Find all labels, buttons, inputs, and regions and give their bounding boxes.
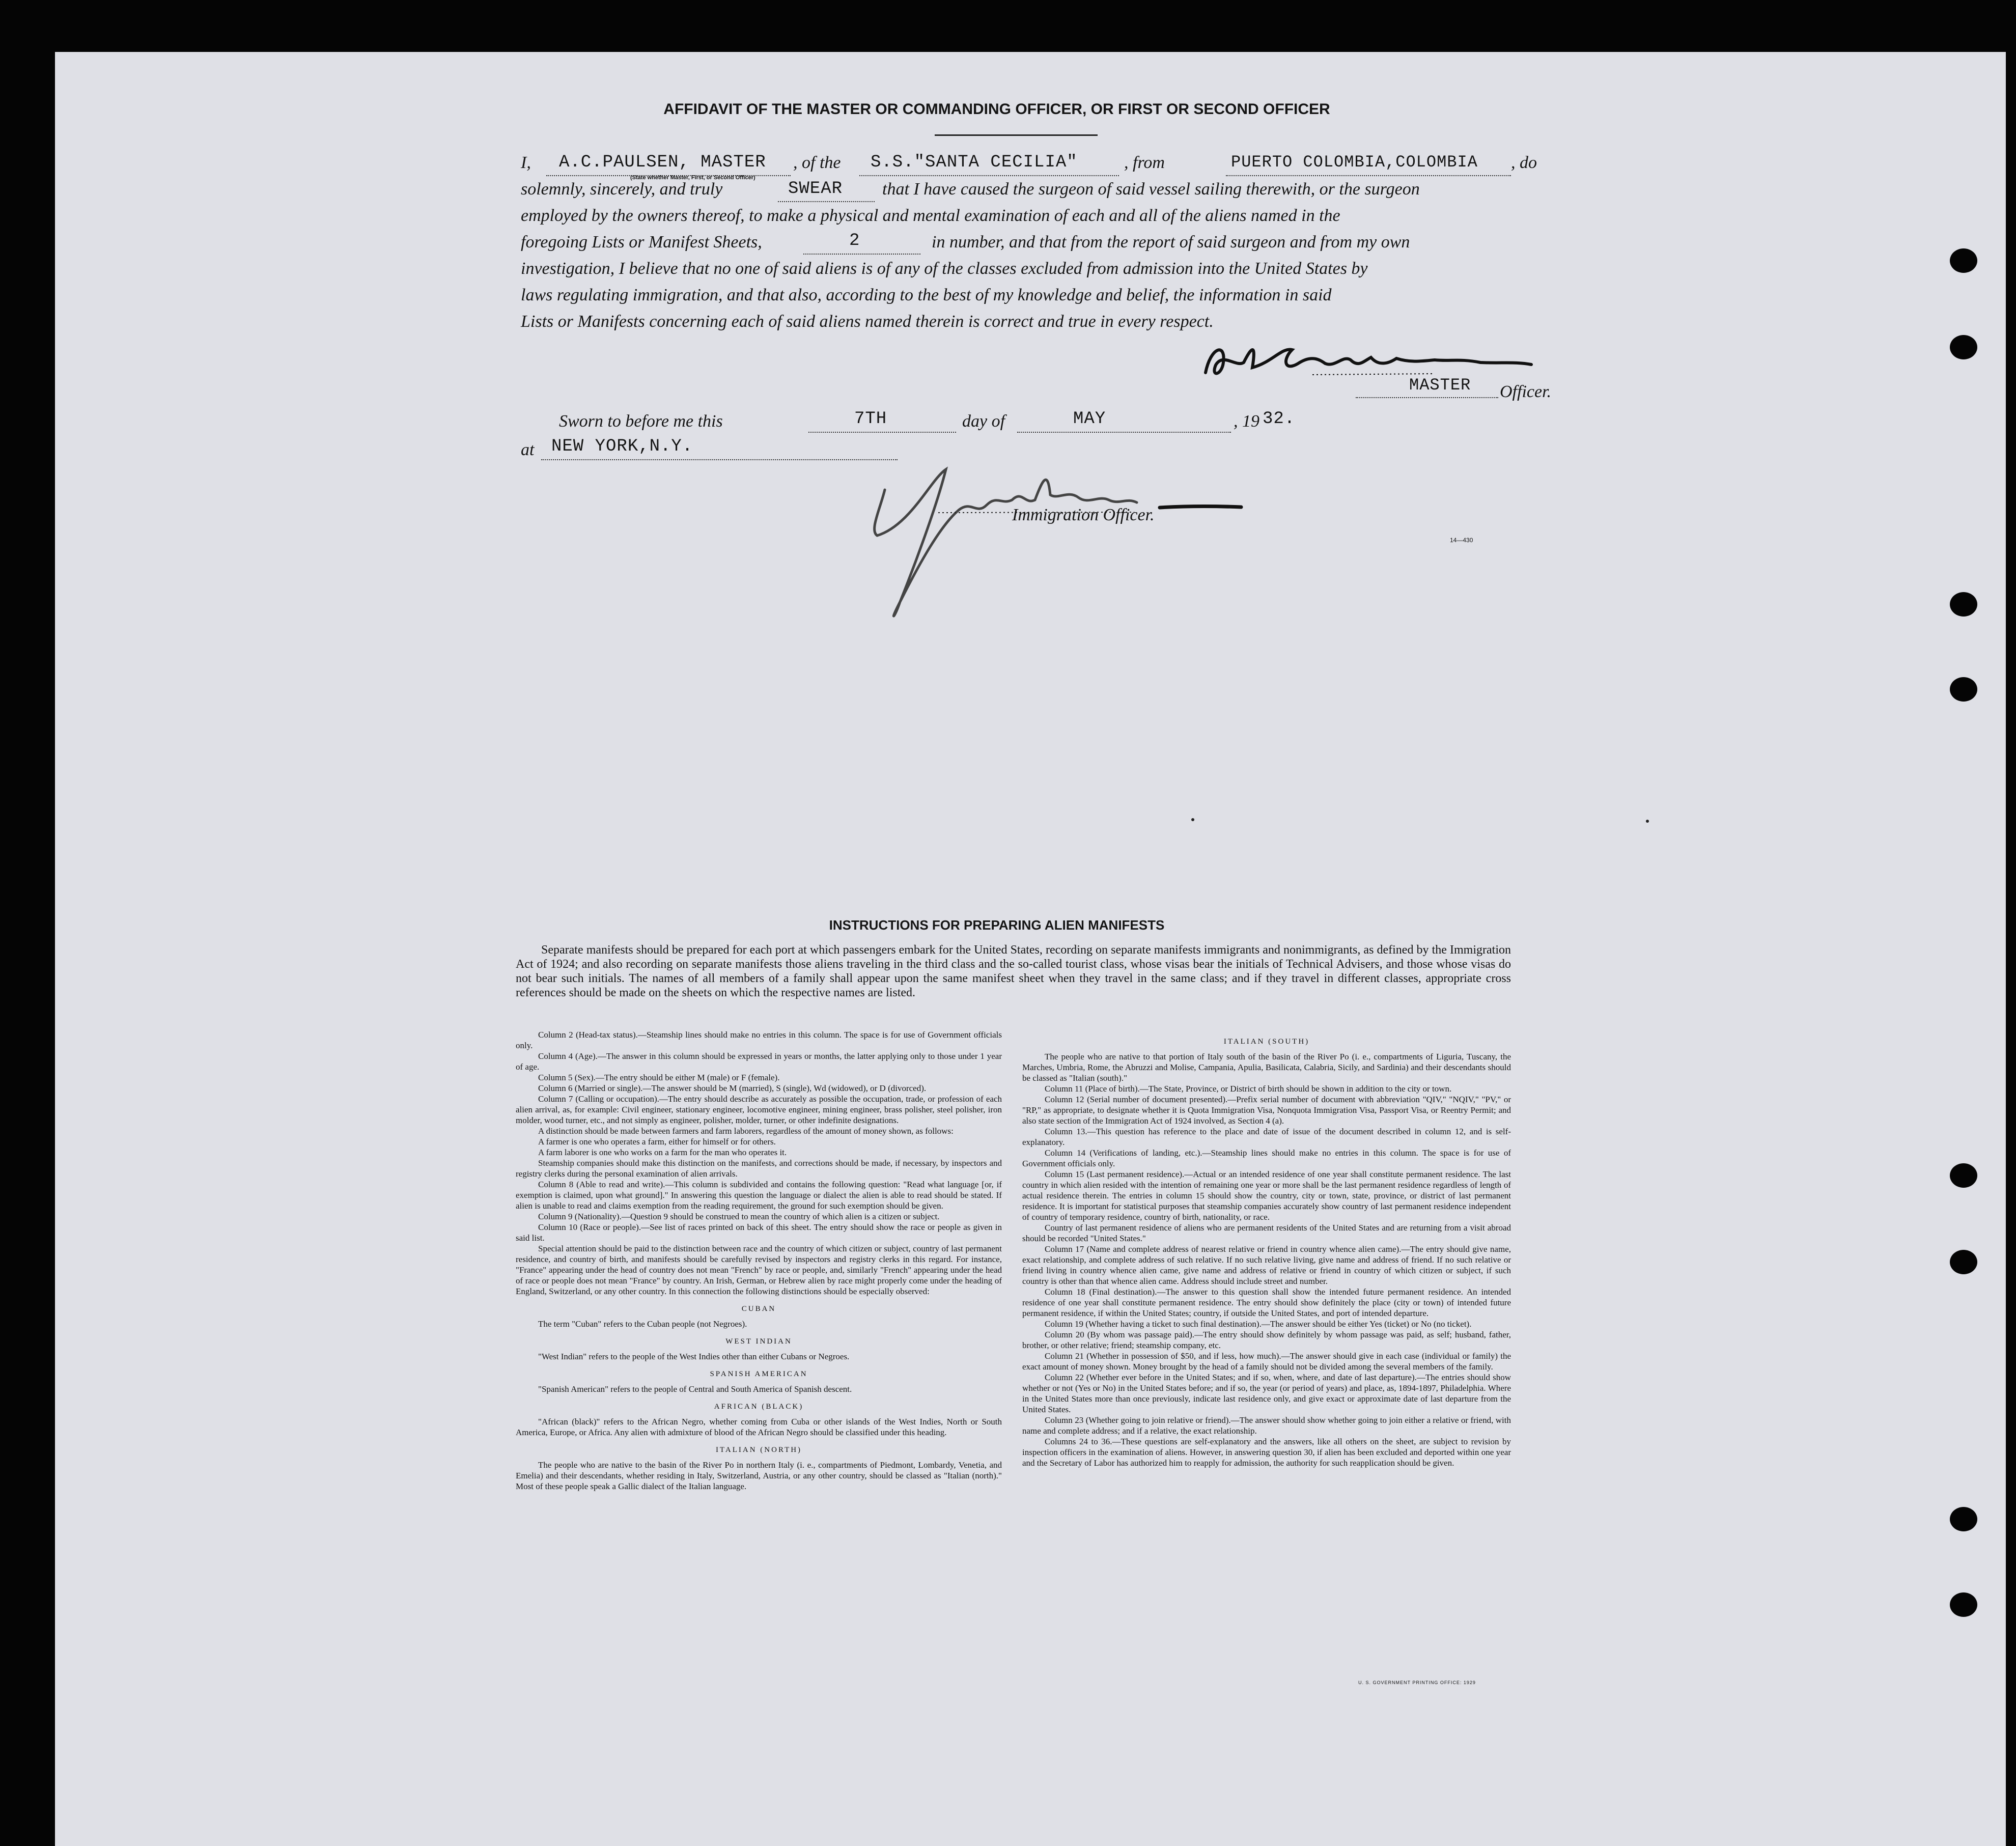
master-name-value: A.C.PAULSEN, MASTER xyxy=(559,153,766,172)
section-heading: AFRICAN (BLACK) xyxy=(714,1403,804,1411)
oath-line xyxy=(778,201,875,202)
line2-pre: solemnly, sincerely, and truly xyxy=(521,180,723,199)
line2-post: that I have caused the surgeon of said vessel sailing therewith, or the surgeon xyxy=(882,180,1420,199)
instruction-paragraph: The people who are native to that portion of Italy south of the basin of the River Po (i. e., compartments of Liguria, Tuscany, the Marches, Umbria, Rome, the Abruzzi and Molise, Campania, Apulia, Basilicata, Calabria, Sicily, and Sardinia) and their descendants should be classed as "Italian (south)." xyxy=(1022,1052,1511,1083)
punch-hole xyxy=(1950,1163,1977,1188)
instruction-paragraph: Country of last permanent residence of aliens who are permanent residents of the United States and are returning from a visit abroad should be recorded "United States." xyxy=(1022,1223,1511,1243)
instruction-paragraph: Column 17 (Name and complete address of nearest relative or friend in country whence alien came).—The entry should give name, exact relationship, and complete address of such relative. If no such relative living, give name and address of friend. If no such relative or friend living in country whence alien came, give name and address of relative or friend in country of which citizen or subject, if such country is other than that whence alien came. Address should include street and number. xyxy=(1022,1244,1511,1286)
instruction-paragraph: Column 9 (Nationality).—Question 9 should be construed to mean the country of which alien is a citizen or subject. xyxy=(538,1212,940,1221)
instruction-paragraph: A farm laborer is one who works on a farm for the man who operates it. xyxy=(538,1148,787,1157)
intro-paragraph: Separate manifests should be prepared for each port at which passengers embark for the United States, recording on separate manifests immigrants and nonimmigrants, as defined by the Immigration Act of 1924; and also recording on separate manifests those aliens traveling in the third class and the so-called tourist class, whose visas bear the initials of Technical Advisers, and those whose visas do not bear such initials. The names of all members of a family shall appear upon the same manifest sheet when they travel in the same class; and if they travel in different classes, appropriate cross references should be made on the sheets on which the respective names are listed. xyxy=(516,943,1511,999)
line1-of: , of the xyxy=(793,153,841,172)
officer-signature xyxy=(1195,332,1542,388)
punch-hole xyxy=(1950,1250,1977,1274)
sheet-count-line xyxy=(803,254,920,255)
officer-rank-value: MASTER xyxy=(1409,376,1471,395)
punch-hole xyxy=(1950,1592,1977,1617)
instruction-paragraph: Column 15 (Last permanent residence).—Actual or an intended residence of one year shall constitute permanent residence. The last country in which alien resided with the intention of remaining one year or more shall be the last permanent residence regardless of length of actual residence therein. The entries in column 15 should show the country, city or town, state, province, or district of last permanent residence. It is important for statistical purposes that steamship companies accurately show country of last permanent residence independent of country of temporary residence, country of birth, nationality, or race. xyxy=(1022,1169,1511,1222)
section-heading: SPANISH AMERICAN xyxy=(710,1370,808,1378)
instruction-paragraph: Steamship companies should make this distinction on the manifests, and corrections should be made, if necessary, by inspectors and registry clerks during the personal examination of alien arrivals. xyxy=(516,1158,1002,1179)
instruction-paragraph: "African (black)" refers to the African Negro, whether coming from Cuba or other islands of the West Indies, North or South America, Europe, or Africa. Any alien with admixture of blood of the African Negro should be classified under this heading. xyxy=(516,1417,1002,1437)
instruction-paragraph: Column 14 (Verifications of landing, etc.).—Steamship lines should make no entries in this column. The space is for use of Government officials only. xyxy=(1022,1148,1511,1168)
line4-pre: foregoing Lists or Manifest Sheets, xyxy=(521,233,762,251)
year-suffix-value: 32. xyxy=(1263,409,1296,429)
instruction-paragraph: "West Indian" refers to the people of the West Indies other than either Cubans or Negroes. xyxy=(538,1352,850,1361)
instruction-paragraph: Columns 24 to 36.—These questions are self-explanatory and the answers, like all others on the sheet, are subject to revision by inspection officers in the examination of aliens. However, in answering question 30, if alien has been excluded and deported within one year and the Secretary of Labor has authorized him to reapply for admission, the authority for such reapplication should be given. xyxy=(1022,1437,1511,1468)
instruction-paragraph: Column 7 (Calling or occupation).—The entry should describe as accurately as possible the occupation, trade, or profession of each alien arrival, as, for example: Civil engineer, stationary engineer, locomotive engineer, mining engineer, brass polisher, steel polisher, iron molder, wood turner, etc., and not simply as engineer, polisher, molder, turner, or other indefinite designations. xyxy=(516,1094,1002,1125)
instruction-paragraph: Special attention should be paid to the distinction between race and the country of which citizen or subject, country of last permanent residence, and country of birth, and manifests should be carefully revised by inspectors and registry clerks in this regard. For instance, "France" appearing under the head of country does not mean "French" by race or people, and, similarly "French" appearing under the head of race or people does not mean "France" by country. An Irish, German, or Hebrew alien by race might properly come under the heading of England, Switzerland, or any other country. In this connection the following distinctions should be especially observed: xyxy=(516,1244,1002,1296)
officer-label: Officer. xyxy=(1500,382,1552,401)
sworn-place-line xyxy=(541,459,898,460)
instructions-title: INSTRUCTIONS FOR PREPARING ALIEN MANIFESTS xyxy=(829,917,1165,933)
punch-hole xyxy=(1950,592,1977,617)
instructions-intro xyxy=(516,943,1511,1000)
instruction-paragraph: Column 12 (Serial number of document presented).—Prefix serial number of document with abbreviation "QIV," "NQIV," "PV," or "RP," as appropriate, to designate whether it is Quota Immigration Visa, Nonquota Immigration Visa, Passport Visa, or Reentry Permit; and also state section of the Immigration Act of 1924 involved, as Section 4 (a). xyxy=(1022,1095,1511,1126)
sworn-day-value: 7TH xyxy=(854,409,887,429)
day-of-label: day of xyxy=(962,412,1005,431)
line1-from: , from xyxy=(1124,153,1165,172)
punch-hole xyxy=(1950,248,1977,273)
immigration-officer-label: Immigration Officer. xyxy=(1012,506,1155,524)
instruction-paragraph: The people who are native to the basin of the River Po in northern Italy (i. e., compartments of Piedmont, Lombardy, Venetia, and Emelia) and their descendants, whether residing in Italy, Switzerland, Austria, or any other country, should be classed as "Italian (north)." Most of these people speak a Gallic dialect of the Italian language. xyxy=(516,1460,1002,1491)
punch-hole xyxy=(1950,1507,1977,1531)
instruction-paragraph: Column 23 (Whether going to join relative or friend).—The answer should show whether going to join either a relative or friend, with name and complete address; and if a relative, the exact relationship. xyxy=(1022,1415,1511,1436)
instruction-paragraph: Column 13.—This question has reference to the place and date of issue of the document described in column 12, and is self-explanatory. xyxy=(1022,1127,1511,1147)
officer-type-note: (State whether Master, First, or Second Officer) xyxy=(630,175,755,181)
instruction-paragraph: The term "Cuban" refers to the Cuban people (not Negroes). xyxy=(538,1319,747,1329)
instructions-left-column xyxy=(516,1029,1002,1732)
instruction-paragraph: Column 5 (Sex).—The entry should be either M (male) or F (female). xyxy=(538,1073,780,1082)
affidavit-title: AFFIDAVIT OF THE MASTER OR COMMANDING OFFICER, OR FIRST OR SECOND OFFICER xyxy=(663,101,1330,118)
line7: Lists or Manifests concerning each of said aliens named therein is correct and true in every respect. xyxy=(521,312,1214,331)
instruction-paragraph: Column 4 (Age).—The answer in this column should be expressed in years or months, the latter applying only to those under 1 year of age. xyxy=(516,1051,1002,1072)
instructions-right-column xyxy=(1022,1029,1511,1727)
printer-note: U. S. GOVERNMENT PRINTING OFFICE: 1929 xyxy=(1358,1680,1476,1685)
sheet-count-value: 2 xyxy=(849,231,860,250)
form-number: 14—430 xyxy=(1450,537,1473,544)
instruction-paragraph: Column 18 (Final destination).—The answer to this question shall show the intended future permanent residence. An intended residence of one year shall constitute permanent residence. The entry should show definitely the place (city or town) of intended future permanent residence, if within the United States; country, if outside the United States, and port of intended departure. xyxy=(1022,1287,1511,1318)
instruction-paragraph: Column 6 (Married or single).—The answer should be M (married), S (single), Wd (widowed), or D (divorced). xyxy=(538,1083,927,1093)
speck xyxy=(1191,818,1194,821)
instruction-paragraph: Column 11 (Place of birth).—The State, Province, or District of birth should be shown in addition to the city or town. xyxy=(1045,1084,1452,1094)
title-rule xyxy=(935,134,1098,136)
section-heading: WEST INDIAN xyxy=(725,1337,792,1346)
at-label: at xyxy=(521,440,535,459)
line1-do: , do xyxy=(1511,153,1537,172)
section-heading: ITALIAN (SOUTH) xyxy=(1223,1038,1310,1046)
sworn-month-line xyxy=(1017,432,1231,433)
year-prefix: , 19 xyxy=(1234,412,1259,431)
instruction-paragraph: "Spanish American" refers to the people of Central and South America of Spanish descent. xyxy=(538,1384,852,1394)
section-heading: ITALIAN (NORTH) xyxy=(715,1446,802,1454)
vessel-value: S.S."SANTA CECILIA" xyxy=(871,153,1078,172)
instruction-paragraph: Column 10 (Race or people).—See list of races printed on back of this sheet. The entry should show the race or people as given in said list. xyxy=(516,1222,1002,1243)
sworn-month-value: MAY xyxy=(1073,409,1106,429)
instruction-paragraph: Column 8 (Able to read and write).—This column is subdivided and contains the following question: "Read what language [or, if exemption is claimed, upon what ground]." In answering this question the language or dialect the alien is able to read should be stated. If alien is unable to read and claims exemption from the reading requirement, the ground for such exemption should be given. xyxy=(516,1180,1002,1211)
punch-hole xyxy=(1950,677,1977,702)
line1-i: I, xyxy=(521,153,531,172)
instruction-paragraph: Column 19 (Whether having a ticket to such final destination).—The answer should be either Yes (ticket) or No (no ticket). xyxy=(1045,1319,1472,1329)
instruction-paragraph: Column 22 (Whether ever before in the United States; and if so, when, where, and date of last departure).—The entries should show whether or not (Yes or No) in the United States before; and if so, the year (or period of years) and place, as, 1894-1897, Philadelphia. Where in the United States more than once previously, indicate last residence only, and give exact or approximate date of last departure from the United States. xyxy=(1022,1373,1511,1414)
line3: employed by the owners thereof, to make a physical and mental examination of each and all of the aliens named in the xyxy=(521,206,1340,225)
sworn-pre: Sworn to before me this xyxy=(559,412,723,431)
sworn-place-value: NEW YORK,N.Y. xyxy=(551,437,693,456)
line4-post: in number, and that from the report of said surgeon and from my own xyxy=(932,233,1410,251)
instruction-paragraph: A distinction should be made between farmers and farm laborers, regardless of the amount of money shown, as follows: xyxy=(538,1126,954,1136)
punch-hole xyxy=(1950,335,1977,359)
immigration-officer-signature xyxy=(849,449,1307,632)
document-page xyxy=(55,52,2006,1846)
instruction-paragraph: Column 20 (By whom was passage paid).—The entry should show definitely by whom passage was paid, as self; husband, father, brother, or other relative; friend; steamship company, etc. xyxy=(1022,1330,1511,1350)
speck xyxy=(1646,820,1649,823)
instruction-paragraph: Column 21 (Whether in possession of $50, and if less, how much).—The answer should give in each case (individual or family) the exact amount of money shown. Money brought by the head of a family should not be divided among the several members of the family. xyxy=(1022,1351,1511,1372)
sworn-day-line xyxy=(808,432,956,433)
section-heading: CUBAN xyxy=(741,1305,776,1313)
instruction-paragraph: Column 2 (Head-tax status).—Steamship lines should make no entries in this column. The space is for use of Government officials only. xyxy=(516,1030,1002,1050)
line5: investigation, I believe that no one of said aliens is of any of the classes excluded from admission into the United States by xyxy=(521,259,1368,278)
port-value: PUERTO COLOMBIA,COLOMBIA xyxy=(1231,153,1478,172)
line6: laws regulating immigration, and that also, according to the best of my knowledge and belief, the information in said xyxy=(521,286,1332,304)
officer-rank-line xyxy=(1356,397,1498,398)
instruction-paragraph: A farmer is one who operates a farm, either for himself or for others. xyxy=(538,1137,776,1146)
oath-word-value: SWEAR xyxy=(788,179,843,199)
